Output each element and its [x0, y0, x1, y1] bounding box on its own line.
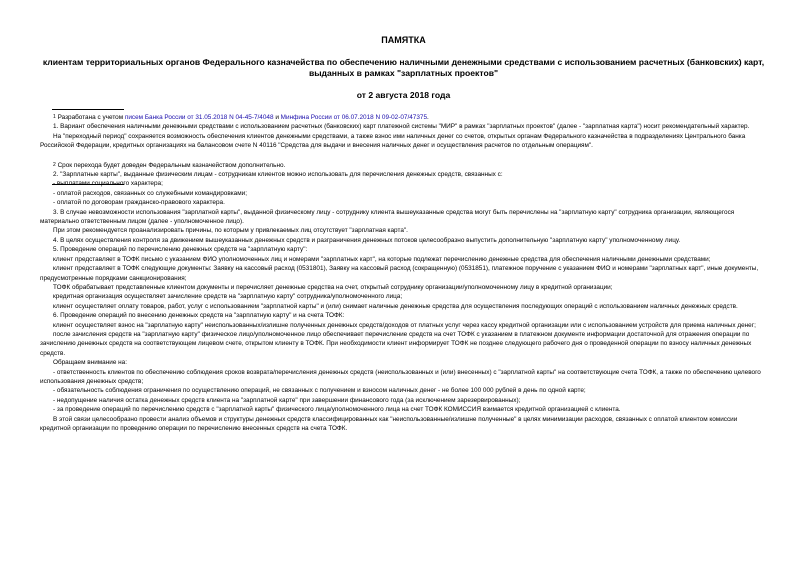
document-body [40, 113, 768, 433]
list-item: - оплатой расходов, связанных со служебными командировками; [53, 189, 247, 197]
paragraph-step: клиент представляет в ТОФК письмо с указанием ФИО уполномоченных лиц и номерами "зарплатных карт", на которые подлежат перечислению денежные средства для обеспечения наличными денежными средствами; [53, 255, 711, 263]
footnote-separator [52, 109, 124, 110]
minfin-letter-link[interactable]: Минфина России от 06.07.2018 N 09-02-07/47375 [280, 114, 428, 121]
paragraph-step: кредитная организация осуществляет зачисление средств на "зарплатную карту" сотрудника/уполномоченного лица; [53, 293, 403, 301]
footnote-1 [40, 113, 768, 122]
footnote-text: . [427, 114, 429, 121]
paragraph-1: 1. Вариант обеспечения наличными денежными средствами с использованием расчетных (банковских) карт платежной системы "МИР" в рамках "зарплатных проектов" (далее - "зарплатная карта") носит рекомендательный характер. [53, 123, 750, 131]
footnote-text: и [275, 114, 279, 121]
list-item: - выплатами социального характера; [53, 180, 163, 188]
list-item: - обязательность соблюдения ограничения по осуществлению операций, не связанных с получением и взносом наличных денег - не более 100 000 рублей в день по одной карте; [53, 387, 586, 395]
paragraph-conclusion: В этой связи целесообразно провести анализ объемов и структуры денежных средств классифицированных как "неиспользованные/излишне полученные" в целях минимизации расходов, связанных с оплатой клиентом комиссии кредитной организации по проведению операции по перечислению внесенных средств на счета ТОФК. [40, 415, 738, 432]
footnote-text: Разработана с учетом [57, 114, 124, 121]
paragraph-5: 5. Проведение операций по перечислению денежных средств на "зарплатную карту": [53, 246, 308, 254]
document-title: ПАМЯТКА [381, 35, 426, 45]
paragraph-transition: На "переходный период" сохраняется возможность обеспечения клиентов денежными средствами, а также взнос ими наличных денег со счетов, открытых органам Федерального казначейства в подразделениях Центрального банка Российской Федерации, кредитных организациях на балансовом счете N 40116 "Средства для выдачи и внесения наличных денег и осуществления расчетов по отдельным операциям". [40, 132, 746, 150]
footnote-text: Срок перехода будет доведен Федеральным казначейством дополнительно. [57, 161, 286, 169]
document-date: от 2 августа 2018 года [356, 90, 451, 100]
paragraph-step: ТОФК обрабатывает представленные клиентом документы и перечисляет денежные средства на счет, открытый сотруднику организации/уполномоченному лицу в кредитной организации; [53, 283, 613, 291]
footnote-mark: 2 [53, 161, 56, 168]
paragraph-2: 2. "Зарплатные карты", выданные физическим лицам - сотрудникам клиентов можно использовать для перечисления денежных средств, связанных с: [53, 171, 503, 179]
paragraph-6: 6. Проведение операций по внесению денежных средств на "зарплатную карту" и на счета ТОФК: [53, 312, 345, 320]
paragraph-step: после зачисления средств на "зарплатную карту" физическое лицо/уполномоченное лицо обеспечивает перечисление средств на счет ТОФК с указанием в платежном документе информации достаточной для отражения операции по зачислению денежных средств на соответствующем лицевом счете, открытом клиенту в ТОФК. При необходимости клиент информирует ТОФК не позднее следующего рабочего дня о проведенной операции по взносу наличных денежных средств. [40, 330, 752, 357]
bank-of-russia-letter-link[interactable]: писем Банка России от 31.05.2018 N 04-45-7/4048 [124, 114, 274, 121]
paragraph-step: клиент осуществляет взнос на "зарплатную карту" неиспользованных/излишне полученных денежных средств/доходов от платных услуг через кассу кредитной организации или с использованием устройств для приема наличных денег; [53, 321, 756, 329]
document-subtitle: клиентам территориальных органов Федерального казначейства по обеспечению наличными денежными средствами с использованием расчетных (банковских) карт, выданных в рамках "зарплатных проектов" [42, 57, 765, 78]
list-item: - ответственность клиентов по обеспечению соблюдения сроков возврата/перечисления денежных средств (неиспользованных и (или) внесенных) с "зарплатной карты" на соответствующие счета ТОФК, а также по обеспечению целевого использования денежных средств; [40, 368, 761, 385]
list-item: - за проведение операций по перечислению средств с "зарплатной карты" физического лица/уполномоченного лица на счет ТОФК КОМИССИЯ взимается кредитной организацией с клиента. [53, 406, 621, 414]
paragraph-step: клиент осуществляет оплату товаров, работ, услуг с использованием "зарплатной карты" и (или) снимает наличные денежные средства для осуществления последующих операций с использованием наличных денежных средств. [53, 302, 738, 310]
paragraph-analysis: При этом рекомендуется проанализировать причины, по которым у привлекаемых лиц отсутствует "зарплатная карта". [53, 227, 408, 235]
paragraph-4: 4. В целях осуществления контроля за движением вышеуказанных денежных средств и разграничения денежных потоков целесообразно выпустить дополнительную "зарплатную карту" уполномоченному лицу. [53, 236, 681, 244]
list-item: - оплатой по договорам гражданско-правового характера. [53, 199, 225, 207]
list-item: - недопущение наличия остатка денежных средств клиента на "зарплатной карте" при завершении финансового года (за исключением зарезервированных); [53, 396, 521, 404]
paragraph-step: клиент представляет в ТОФК следующие документы: Заявку на кассовый расход (0531801), Заявку на кассовый расход (сокращенную) (0531851), платежное поручение с указанием ФИО и номерами "зарплатных карт", иные документы, предусмотренные порядками санкционирования; [40, 265, 759, 282]
footnote-2 [40, 161, 768, 170]
paragraph-attention: Обращаем внимание на: [53, 359, 128, 367]
footnote-mark: 1 [53, 114, 56, 120]
paragraph-3: 3. В случае невозможности использования "зарплатной карты", выданной физическому лицу - сотруднику клиента вышеуказанные средства могут быть перечислены на "зарплатную карту" сотрудника организации, являющегося материально ответственным лицом (далее - уполномоченное лицо). [40, 208, 735, 226]
